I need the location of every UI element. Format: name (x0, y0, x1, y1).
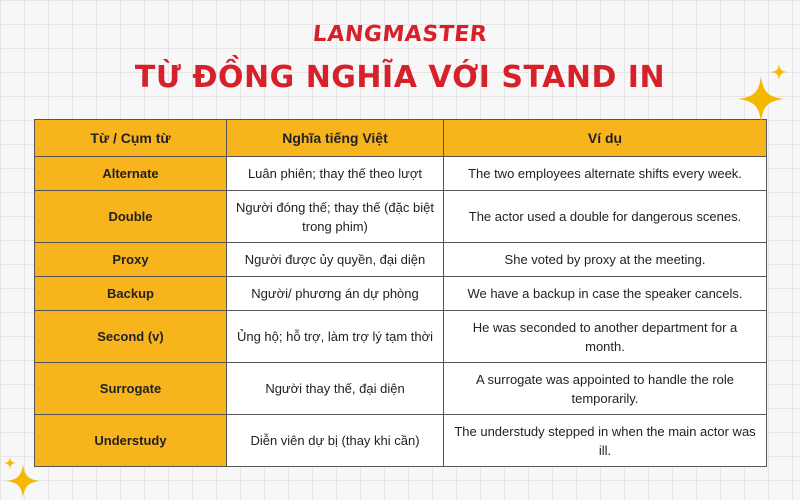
sparkle-icon (4, 457, 16, 469)
brand-logo: LANGMASTER (311, 22, 489, 47)
term-cell: Understudy (35, 415, 227, 467)
term-cell: Double (35, 191, 227, 243)
term-cell: Proxy (35, 243, 227, 277)
example-cell: The two employees alternate shifts every week. (444, 157, 767, 191)
meaning-cell: Người đóng thế; thay thế (đặc biệt trong phim) (227, 191, 444, 243)
example-cell: He was seconded to another department for a month. (444, 311, 767, 363)
meaning-cell: Ủng hộ; hỗ trợ, làm trợ lý tạm thời (227, 311, 444, 363)
term-cell: Surrogate (35, 363, 227, 415)
table-row (35, 363, 767, 415)
column-header-meaning: Nghĩa tiếng Việt (227, 120, 444, 157)
term-cell: Second (v) (35, 311, 227, 363)
example-cell: She voted by proxy at the meeting. (444, 243, 767, 277)
table-row (35, 311, 767, 363)
page-title: TỪ ĐỒNG NGHĨA VỚI STAND IN (134, 60, 666, 95)
sparkle-icon (771, 64, 787, 80)
term-cell: Backup (35, 277, 227, 311)
term-cell: Alternate (35, 157, 227, 191)
sparkle-icon (738, 76, 784, 122)
table-row (35, 415, 767, 467)
table-row (35, 277, 767, 311)
example-cell: The actor used a double for dangerous scenes. (444, 191, 767, 243)
meaning-cell: Diễn viên dự bị (thay khi cần) (227, 415, 444, 467)
column-header-example: Ví dụ (444, 120, 767, 157)
column-header-term: Từ / Cụm từ (35, 120, 227, 157)
meaning-cell: Người/ phương án dự phòng (227, 277, 444, 311)
synonyms-table (34, 119, 767, 467)
table-row (35, 191, 767, 243)
meaning-cell: Người thay thế, đại diện (227, 363, 444, 415)
meaning-cell: Người được ủy quyền, đại diện (227, 243, 444, 277)
table-row (35, 157, 767, 191)
example-cell: The understudy stepped in when the main actor was ill. (444, 415, 767, 467)
table-header-row (35, 120, 767, 157)
example-cell: A surrogate was appointed to handle the role temporarily. (444, 363, 767, 415)
example-cell: We have a backup in case the speaker cancels. (444, 277, 767, 311)
table-row (35, 243, 767, 277)
meaning-cell: Luân phiên; thay thế theo lượt (227, 157, 444, 191)
sparkle-icon (6, 464, 40, 498)
